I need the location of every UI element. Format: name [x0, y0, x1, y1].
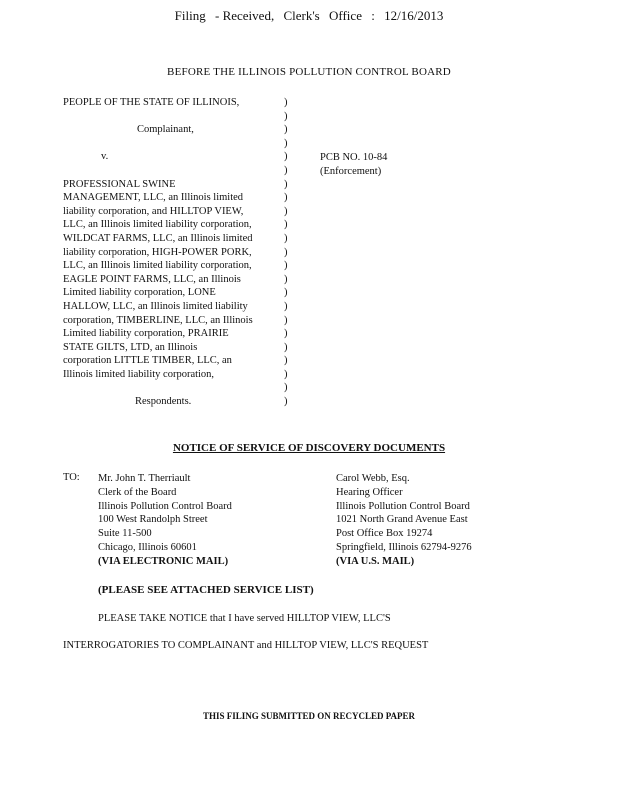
caption-line: Limited liability corporation, PRAIRIE: [63, 328, 229, 340]
address-line: 1021 North Grand Avenue East: [336, 514, 468, 526]
caption-line: STATE GILTS, LTD, an Illinois: [63, 341, 198, 353]
paren: ): [284, 382, 288, 394]
paren: ): [284, 368, 288, 380]
caption-line: PEOPLE OF THE STATE OF ILLINOIS,: [63, 97, 240, 108]
address-line: Hearing Officer: [336, 486, 403, 498]
to-label: TO:: [63, 472, 80, 483]
paren: ): [284, 178, 288, 190]
caption-line: corporation LITTLE TIMBER, LLC, an: [63, 355, 232, 367]
paren: ): [284, 232, 288, 244]
paren: ): [284, 219, 288, 231]
paren: ): [284, 300, 288, 312]
caption-line: Limited liability corporation, LONE: [63, 287, 216, 299]
paren: ): [284, 341, 288, 353]
caption-line: WILDCAT FARMS, LLC, an Illinois limited: [63, 232, 253, 244]
address-line: Illinois Pollution Control Board: [336, 500, 470, 512]
case-number-block: [320, 151, 387, 178]
paren: ): [284, 355, 288, 367]
paren: ): [284, 246, 288, 258]
caption-line: EAGLE POINT FARMS, LLC, an Illinois: [63, 273, 241, 285]
body-line: PLEASE TAKE NOTICE that I have served HILLTOP VIEW, LLC'S: [98, 613, 391, 624]
caption-line: [63, 381, 288, 395]
paren: ): [284, 97, 288, 108]
paren: ): [284, 273, 288, 285]
delivery-method: (VIA ELECTRONIC MAIL): [98, 555, 229, 567]
address-line: Post Office Box 19274: [336, 528, 433, 540]
address-line: Illinois Pollution Control Board: [98, 500, 232, 512]
paren: ): [284, 151, 288, 163]
paren: ): [284, 328, 288, 340]
paren: ): [284, 164, 288, 176]
recipient-right: [336, 472, 472, 569]
caption-line: PROFESSIONAL SWINE: [63, 178, 176, 190]
paren: ): [284, 260, 288, 272]
body-line: INTERROGATORIES TO COMPLAINANT and HILLTOP VIEW, LLC'S REQUEST: [63, 640, 429, 651]
caption-line: liability corporation, and HILLTOP VIEW,: [63, 205, 244, 217]
filing-date: 12/16/2013: [384, 8, 444, 23]
caption-line: Complainant,: [137, 124, 194, 136]
recipient-left: [98, 472, 232, 569]
recycled-paper-footer: THIS FILING SUBMITTED ON RECYCLED PAPER: [202, 711, 416, 721]
case-number: PCB NO. 10-84: [320, 152, 388, 163]
caption-line: liability corporation, HIGH-POWER PORK,: [63, 246, 252, 258]
paren: ): [284, 314, 288, 326]
caption-line: corporation, TIMBERLINE, LLC, an Illinois: [63, 314, 253, 326]
filing-word: Filing: [174, 8, 206, 23]
paren: ): [284, 205, 288, 217]
received-word: - Received,: [215, 8, 275, 23]
caption-line: Illinois limited liability corporation,: [63, 368, 215, 380]
paren: ): [284, 192, 288, 204]
filing-stamp-header: [0, 8, 618, 24]
delivery-method: (VIA U.S. MAIL): [336, 555, 415, 567]
caption-line: MANAGEMENT, LLC, an Illinois limited: [63, 192, 244, 204]
caption-line: LLC, an Illinois limited liability corporation,: [63, 219, 252, 231]
caption-line: HALLOW, LLC, an Illinois limited liability: [63, 300, 248, 312]
colon: :: [371, 8, 375, 23]
address-line: 100 West Randolph Street: [98, 514, 208, 526]
paren: ): [284, 287, 288, 299]
paren: ): [284, 396, 288, 408]
board-title: BEFORE THE ILLINOIS POLLUTION CONTROL BOARD: [167, 66, 451, 78]
service-list-note: (PLEASE SEE ATTACHED SERVICE LIST): [98, 584, 314, 596]
paren: ): [284, 124, 288, 136]
address-line: Springfield, Illinois 62794-9276: [336, 541, 472, 553]
paren: ): [284, 137, 288, 149]
caption-line: Respondents.: [135, 396, 192, 408]
notice-title: NOTICE OF SERVICE OF DISCOVERY DOCUMENTS: [172, 442, 446, 454]
address-line: Clerk of the Board: [98, 486, 177, 498]
caption-paren-column: [284, 96, 294, 409]
caption-line: [63, 137, 288, 151]
address-line: Mr. John T. Therriault: [98, 473, 191, 484]
case-type: (Enforcement): [320, 165, 382, 177]
caption-line: [63, 110, 288, 124]
clerk-word: Clerk's: [283, 8, 320, 23]
office-word: Office: [329, 8, 362, 23]
caption-line: v.: [101, 151, 109, 163]
caption-parties: [63, 96, 288, 409]
caption-line: LLC, an Illinois limited liability corporation,: [63, 260, 252, 272]
caption-line: [63, 164, 288, 178]
address-line: Carol Webb, Esq.: [336, 473, 410, 484]
paren: ): [284, 110, 288, 122]
address-line: Chicago, Illinois 60601: [98, 541, 197, 553]
address-line: Suite 11-500: [98, 528, 152, 540]
